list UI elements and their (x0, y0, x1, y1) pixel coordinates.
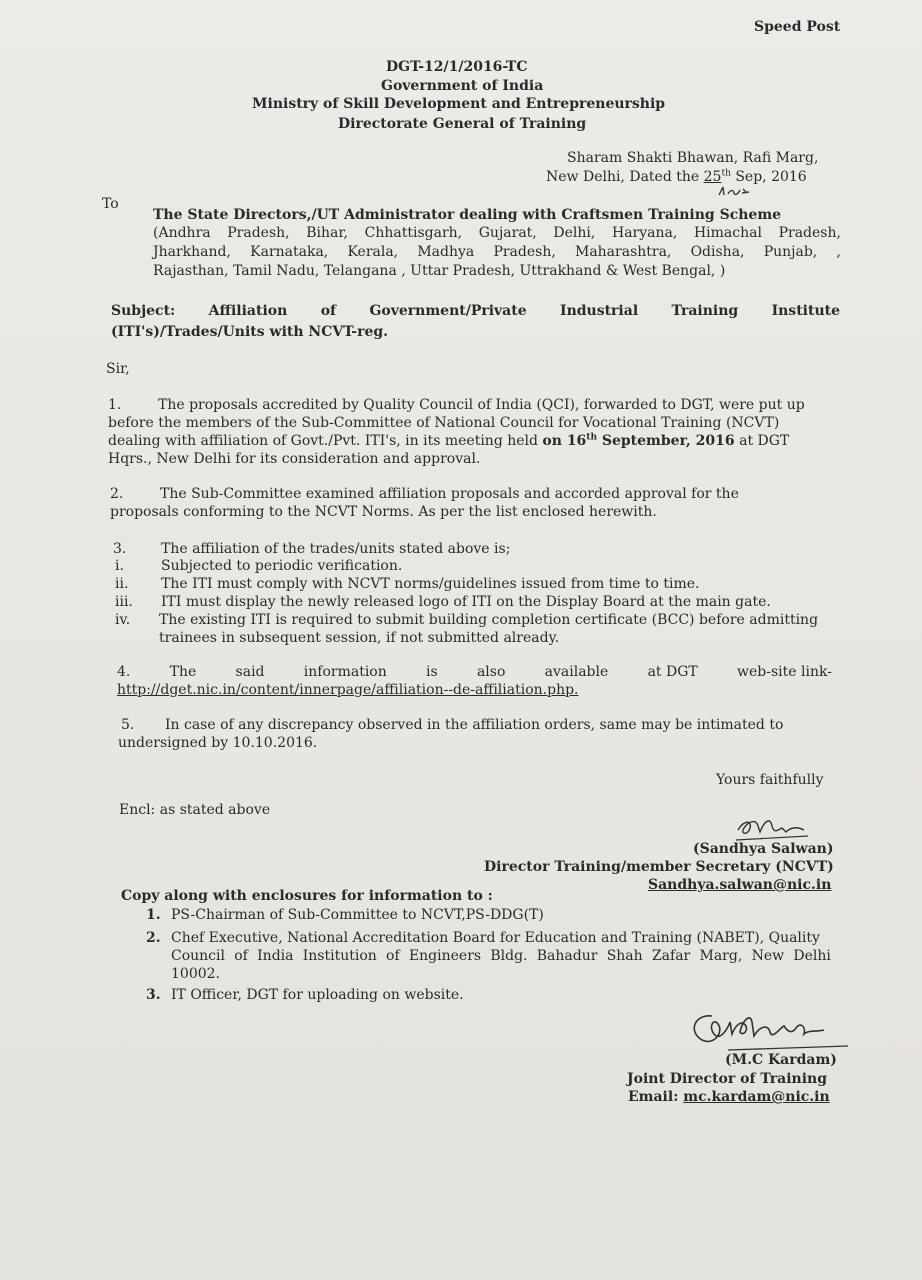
copy-item-1-number: 1. (146, 907, 161, 923)
subject-w7: Institute (771, 303, 840, 319)
subject-line-2: (ITI's)/Trades/Units with NCVT-reg. (111, 324, 389, 340)
states-line-1 (153, 225, 841, 241)
copy-item-2-line-2-text: Council of India Institution of Engineers Bldg. Bahadur Shah Zafar Marg, New Delhi (171, 948, 831, 964)
p4-w6: also (476, 664, 506, 680)
date-line (546, 169, 807, 185)
signatory-1-designation: Director Training/member Secretary (NCVT) (484, 859, 834, 875)
signatory-2-email-line (628, 1089, 830, 1105)
item-iv-text: The existing ITI is required to submit building completion certificate (BCC) before admitting (159, 612, 819, 628)
para-3-item-iv (115, 612, 818, 628)
to-label: To (102, 196, 119, 212)
copy-item-1-text: PS-Chairman of Sub-Committee to NCVT,PS-DDG(T) (171, 907, 544, 923)
copy-item-3 (146, 987, 464, 1003)
p4-w3: said (235, 664, 265, 680)
p4-w1: 4. (117, 664, 131, 680)
subject-w1: Subject: (111, 303, 176, 319)
date-day-suffix: th (721, 168, 731, 179)
para-5-number: 5. (121, 717, 135, 733)
para-2-number: 2. (110, 486, 124, 502)
copy-item-2-text: Chef Executive, National Accreditation Board for Education and Training (NABET), Quality (171, 930, 820, 946)
subject-line-1 (111, 303, 840, 319)
subject-w5: Industrial (560, 303, 639, 319)
para-2-line-2: proposals conforming to the NCVT Norms. As per the list enclosed herewith. (110, 504, 657, 520)
para-2-line-1 (110, 486, 739, 502)
para-1-line-2: before the members of the Sub-Committee of National Council for Vocational Training (NCVT) (108, 415, 780, 431)
para-1-meeting-date-sup: th (586, 432, 597, 443)
para-3-item-ii (115, 576, 699, 592)
para-1-line-3 (108, 433, 789, 449)
p4-w9: web-site link- (737, 664, 832, 680)
subject-w3: of (320, 303, 337, 319)
copy-heading: Copy along with enclosures for information to : (121, 888, 493, 904)
closing: Yours faithfully (716, 772, 824, 788)
item-iv-continuation: trainees in subsequent session, if not submitted already. (159, 630, 560, 646)
signature-mc-kardam (684, 1002, 850, 1058)
copy-item-3-number: 3. (146, 987, 161, 1003)
salutation: Sir, (106, 361, 130, 377)
para-1-line-1-text: The proposals accredited by Quality Council of India (QCI), forwarded to DGT, were put up (158, 397, 805, 413)
para-5-line-1-text: In case of any discrepancy observed in the affiliation orders, same may be intimated to (165, 717, 784, 733)
para-2-line-1-text: The Sub-Committee examined affiliation proposals and accorded approval for the (160, 486, 739, 502)
para-3-number: 3. (113, 541, 127, 557)
para-5-line-1 (121, 717, 783, 733)
para-1-number: 1. (108, 397, 122, 413)
subject-w2: Affiliation (208, 303, 288, 319)
signatory-2-designation: Joint Director of Training (627, 1071, 827, 1087)
para-5-line-2: undersigned by 10.10.2016. (118, 735, 318, 751)
date-month-year: Sep, 2016 (735, 169, 807, 185)
signatory-2-email-label: Email: (628, 1089, 679, 1105)
item-ii-numeral: ii. (115, 576, 129, 592)
reference-number: DGT-12/1/2016-TC (386, 59, 528, 75)
item-i-numeral: i. (115, 558, 124, 574)
copy-item-2-line-2 (171, 948, 831, 964)
para-3-text: The affiliation of the trades/units stated above is; (161, 541, 511, 557)
copy-item-2 (146, 930, 820, 946)
copy-item-1 (146, 907, 544, 923)
handwritten-date-correction (716, 184, 756, 198)
ministry-line: Ministry of Skill Development and Entrepreneurship (252, 96, 666, 112)
date-prefix: New Delhi, Dated the (546, 169, 700, 185)
item-i-text: Subjected to periodic verification. (161, 558, 403, 574)
date-day: 25 (703, 169, 722, 185)
para-4-line-1 (117, 664, 832, 680)
para-1-line-4: Hqrs., New Delhi for its consideration and approval. (108, 451, 481, 467)
states-line-3: Rajasthan, Tamil Nadu, Telangana , Uttar Pradesh, Uttrakhand & West Bengal, ) (153, 263, 726, 279)
p4-w7: available (544, 664, 609, 680)
item-iv-numeral: iv. (115, 612, 131, 628)
para-1-line-3-d: at DGT (734, 433, 790, 449)
item-ii-text: The ITI must comply with NCVT norms/guidelines issued from time to time. (161, 576, 700, 592)
address-line: Sharam Shakti Bhawan, Rafi Marg, (567, 150, 819, 166)
para-1-meeting-date-a: on 16 (542, 433, 587, 449)
p4-w2: The (169, 664, 197, 680)
states-line-1-text: (Andhra Pradesh, Bihar, Chhattisgarh, Gujarat, Delhi, Haryana, Himachal Pradesh, (153, 225, 841, 241)
para-3-item-i (115, 558, 402, 574)
item-iii-text: ITI must display the newly released logo of ITI on the Display Board at the main gate. (161, 594, 771, 610)
signature-sandhya-salwan (730, 812, 814, 844)
signatory-2-email[interactable]: mc.kardam@nic.in (683, 1089, 830, 1105)
dgt-website-link[interactable]: http://dget.nic.in/content/innerpage/affiliation--de-affiliation.php. (117, 682, 579, 698)
para-1-line-1 (108, 397, 805, 413)
govt-line: Government of India (381, 78, 544, 94)
states-line-2 (153, 244, 841, 260)
subject-w4: Government/Private (369, 303, 527, 319)
addressee-title: The State Directors,/UT Administrator dealing with Craftsmen Training Scheme (153, 207, 782, 223)
para-3-item-iii (115, 594, 771, 610)
para-1-meeting-date-b: September, 2016 (597, 433, 735, 449)
para-1-line-3-a: dealing with affiliation of Govt./Pvt. ITI's, in its meeting held (108, 433, 543, 449)
signatory-2-name: (M.C Kardam) (725, 1052, 837, 1068)
enclosure-note: Encl: as stated above (119, 802, 271, 818)
copy-item-3-text: IT Officer, DGT for uploading on website. (171, 987, 464, 1003)
directorate-line: Directorate General of Training (338, 116, 587, 132)
signatory-1-name: (Sandhya Salwan) (693, 841, 834, 857)
p4-w5: is (426, 664, 438, 680)
copy-item-2-number: 2. (146, 930, 161, 946)
speed-post-label: Speed Post (754, 19, 841, 35)
item-iii-numeral: iii. (115, 594, 133, 610)
signatory-1-email[interactable]: Sandhya.salwan@nic.in (648, 877, 832, 893)
p4-w4: information (303, 664, 387, 680)
copy-item-2-line-3: 10002. (171, 966, 220, 982)
subject-w6: Training (671, 303, 739, 319)
p4-w8: at DGT (647, 664, 698, 680)
para-3-line (113, 541, 510, 557)
states-line-2-text: Jharkhand, Karnataka, Kerala, Madhya Pradesh, Maharashtra, Odisha, Punjab, , (153, 244, 841, 260)
